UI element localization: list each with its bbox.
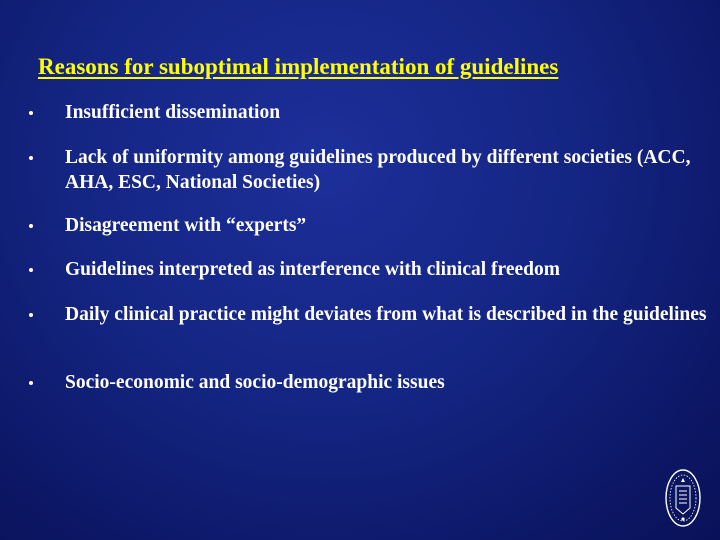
- bullet-dot: [29, 224, 33, 228]
- bullet-text: Guidelines interpreted as interference with clinical freedom: [65, 259, 560, 280]
- bullet-text: Lack of uniformity among guidelines produced by different societies (ACC, AHA, ESC, National Societies): [65, 147, 691, 193]
- bullet-text: Insufficient dissemination: [65, 102, 281, 123]
- bullet-text: Disagreement with “experts”: [65, 215, 307, 236]
- bullet-text: Socio-economic and socio-demographic issues: [65, 372, 445, 393]
- bullet-dot: [29, 313, 33, 317]
- bullet-dot: [29, 156, 33, 160]
- slide-title: Reasons for suboptimal implementation of guidelines: [38, 54, 559, 79]
- bullet-dot: [29, 381, 33, 385]
- university-seal-icon: [662, 466, 704, 530]
- bullet-dot: [29, 268, 33, 272]
- bullet-text: Daily clinical practice might deviates from what is described in the guidelines: [65, 304, 707, 325]
- bullet-dot: [29, 111, 33, 115]
